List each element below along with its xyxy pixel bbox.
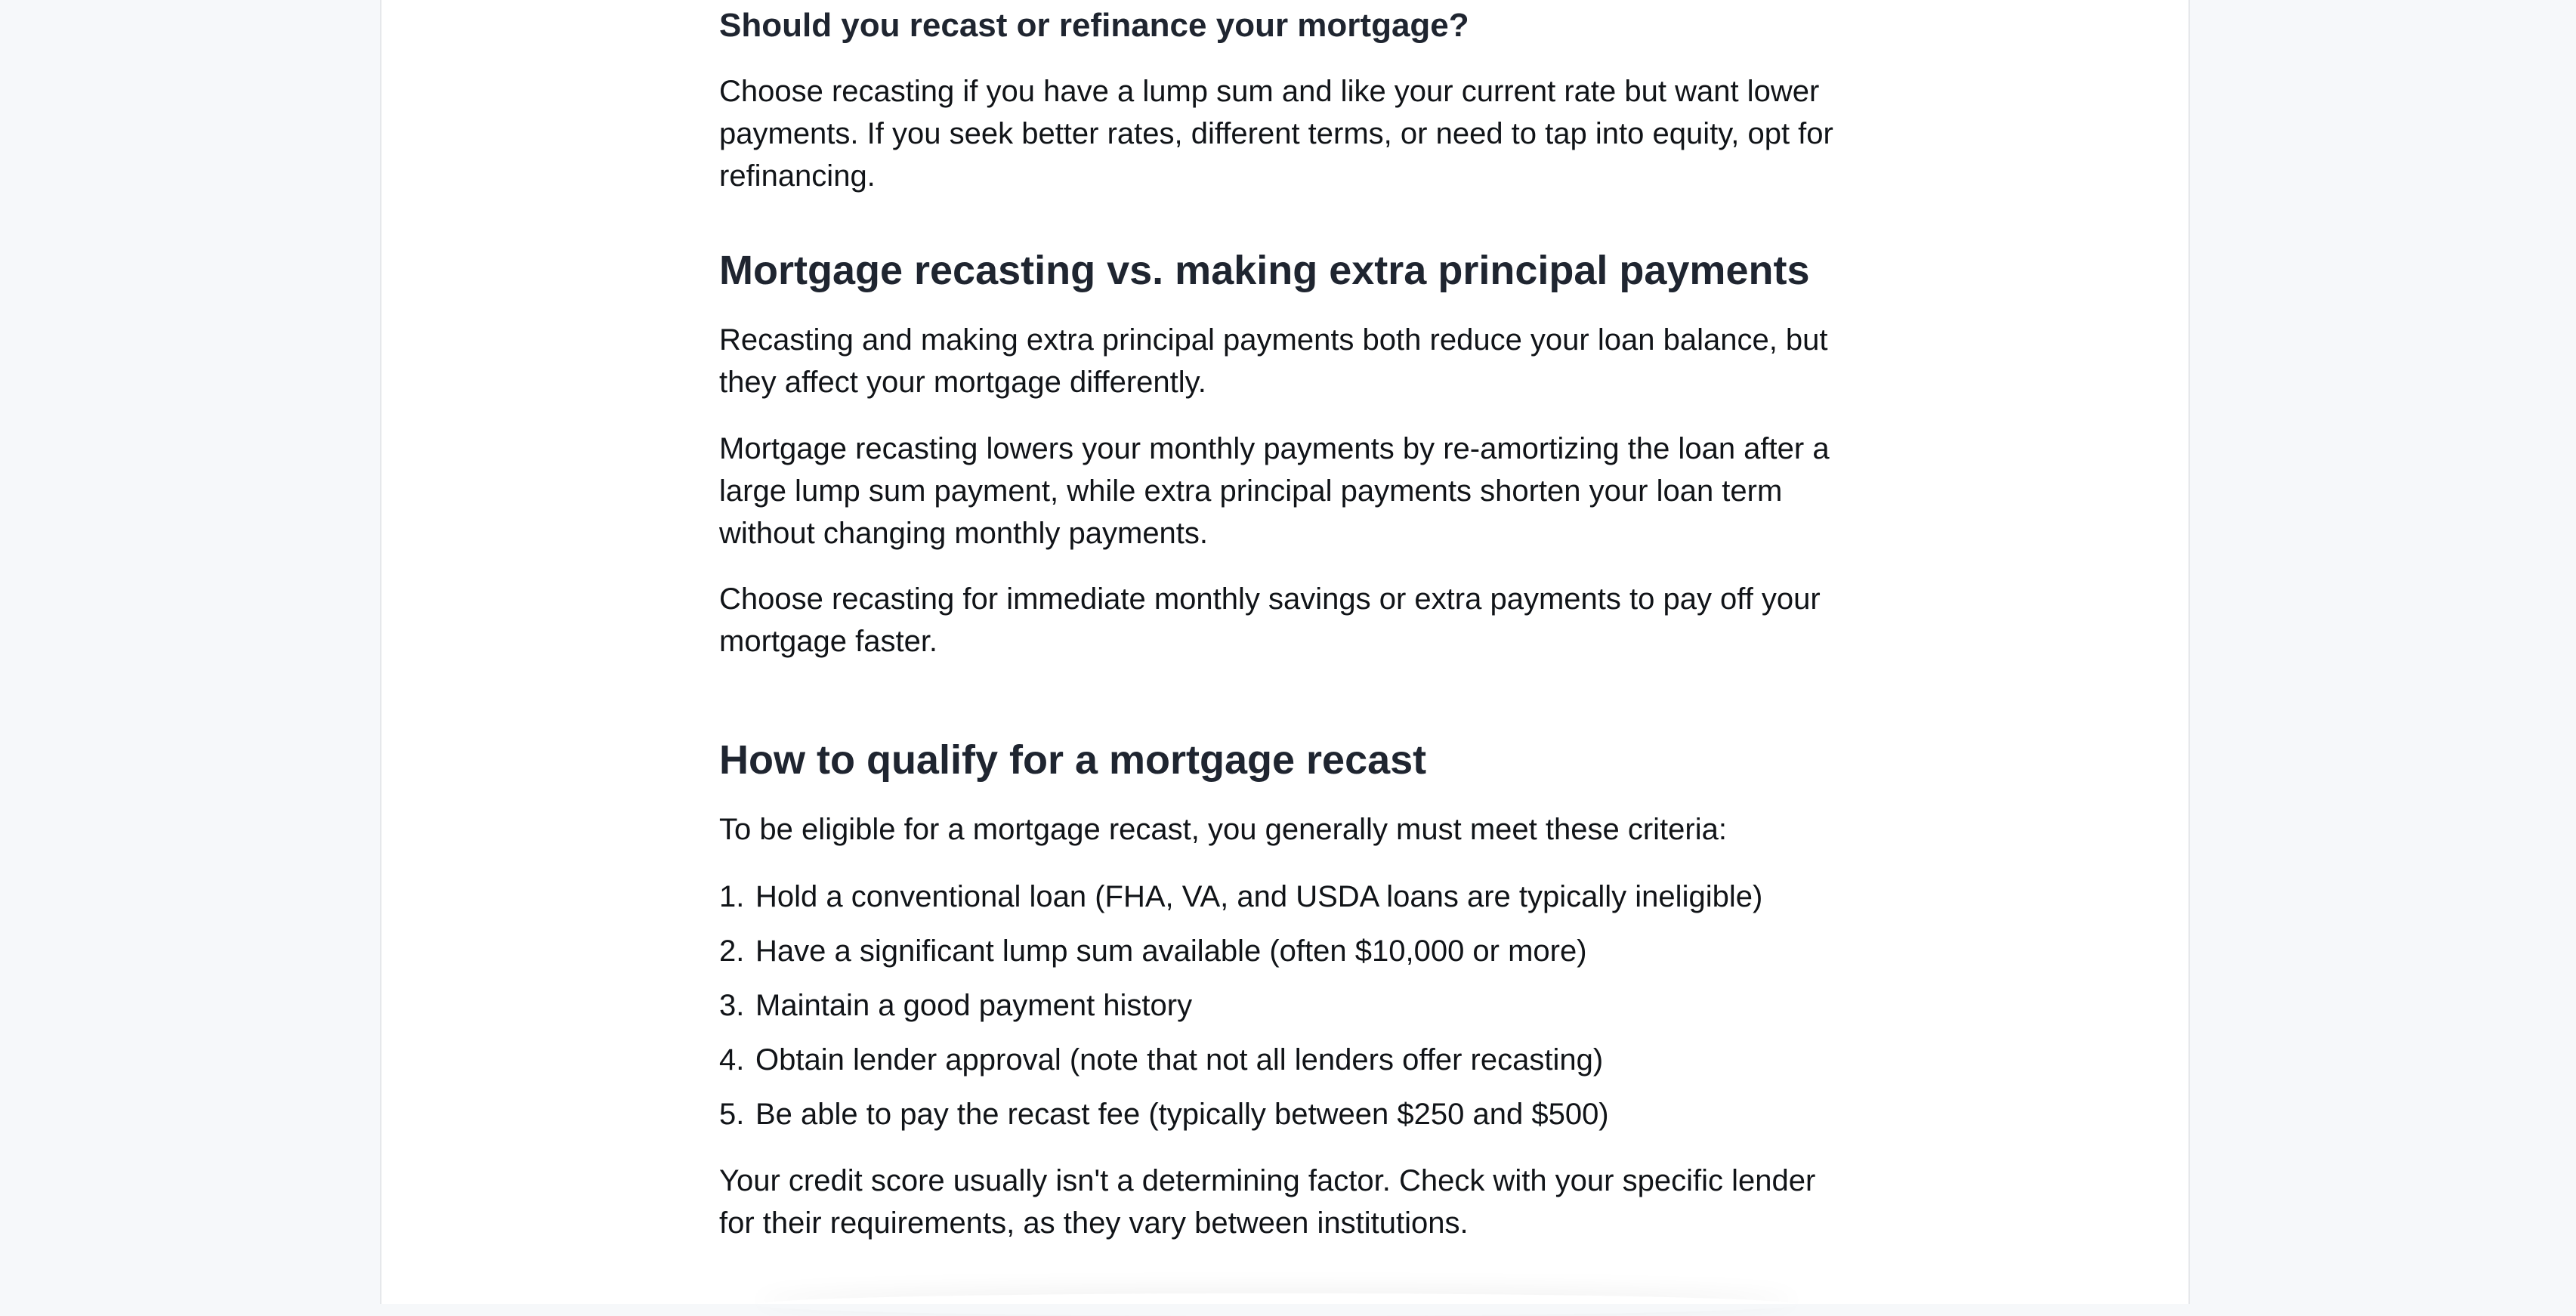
section-heading-recast-vs-extra-payments: Mortgage recasting vs. making extra principal payments — [719, 248, 1810, 293]
next-card-shadow — [755, 1293, 1798, 1316]
list-item — [719, 1033, 1762, 1087]
list-item-text: Be able to pay the recast fee (typically between $250 and $500) — [755, 1098, 1609, 1131]
list-item-text: Have a significant lump sum available (often $10,000 or more) — [755, 934, 1587, 968]
list-item-number: 5. — [719, 1098, 745, 1131]
list-item — [719, 978, 1762, 1033]
paragraph-qualify-intro: To be eligible for a mortgage recast, you generally must meet these criteria: — [719, 813, 1727, 846]
list-item-number: 4. — [719, 1043, 745, 1077]
paragraph-qualify-closing: Your credit score usually isn't a determining factor. Check with your specific lender for their requirements, as they vary between institutions. — [719, 1164, 1816, 1240]
paragraph-recast-vs-extra-3: Choose recasting for immediate monthly savings or extra payments to pay off your mortgage faster. — [719, 582, 1821, 658]
criteria-list — [719, 870, 1762, 1141]
list-item — [719, 870, 1762, 924]
list-item — [719, 1087, 1762, 1141]
list-item-number: 3. — [719, 989, 745, 1022]
paragraph-recast-vs-extra-2: Mortgage recasting lowers your monthly payments by re-amortizing the loan after a large lump sum payment, while extra principal payments shorten your loan term without changing monthly payments. — [719, 432, 1830, 550]
list-item-number: 1. — [719, 880, 745, 913]
list-item — [719, 924, 1762, 978]
paragraph-recast-or-refinance: Choose recasting if you have a lump sum and like your current rate but want lower payments. If you seek better rates, different terms, or need to tap into equity, opt for refinancing. — [719, 75, 1833, 193]
list-item-text: Hold a conventional loan (FHA, VA, and USDA loans are typically ineligible) — [755, 880, 1763, 913]
section-heading-how-to-qualify: How to qualify for a mortgage recast — [719, 737, 1427, 783]
paragraph-recast-vs-extra-1: Recasting and making extra principal payments both reduce your loan balance, but they affect your mortgage differently. — [719, 323, 1828, 399]
list-item-text: Maintain a good payment history — [755, 989, 1193, 1022]
section-heading-recast-or-refinance: Should you recast or refinance your mortgage? — [719, 7, 1469, 44]
list-item-number: 2. — [719, 934, 745, 968]
list-item-text: Obtain lender approval (note that not all lenders offer recasting) — [755, 1043, 1604, 1077]
